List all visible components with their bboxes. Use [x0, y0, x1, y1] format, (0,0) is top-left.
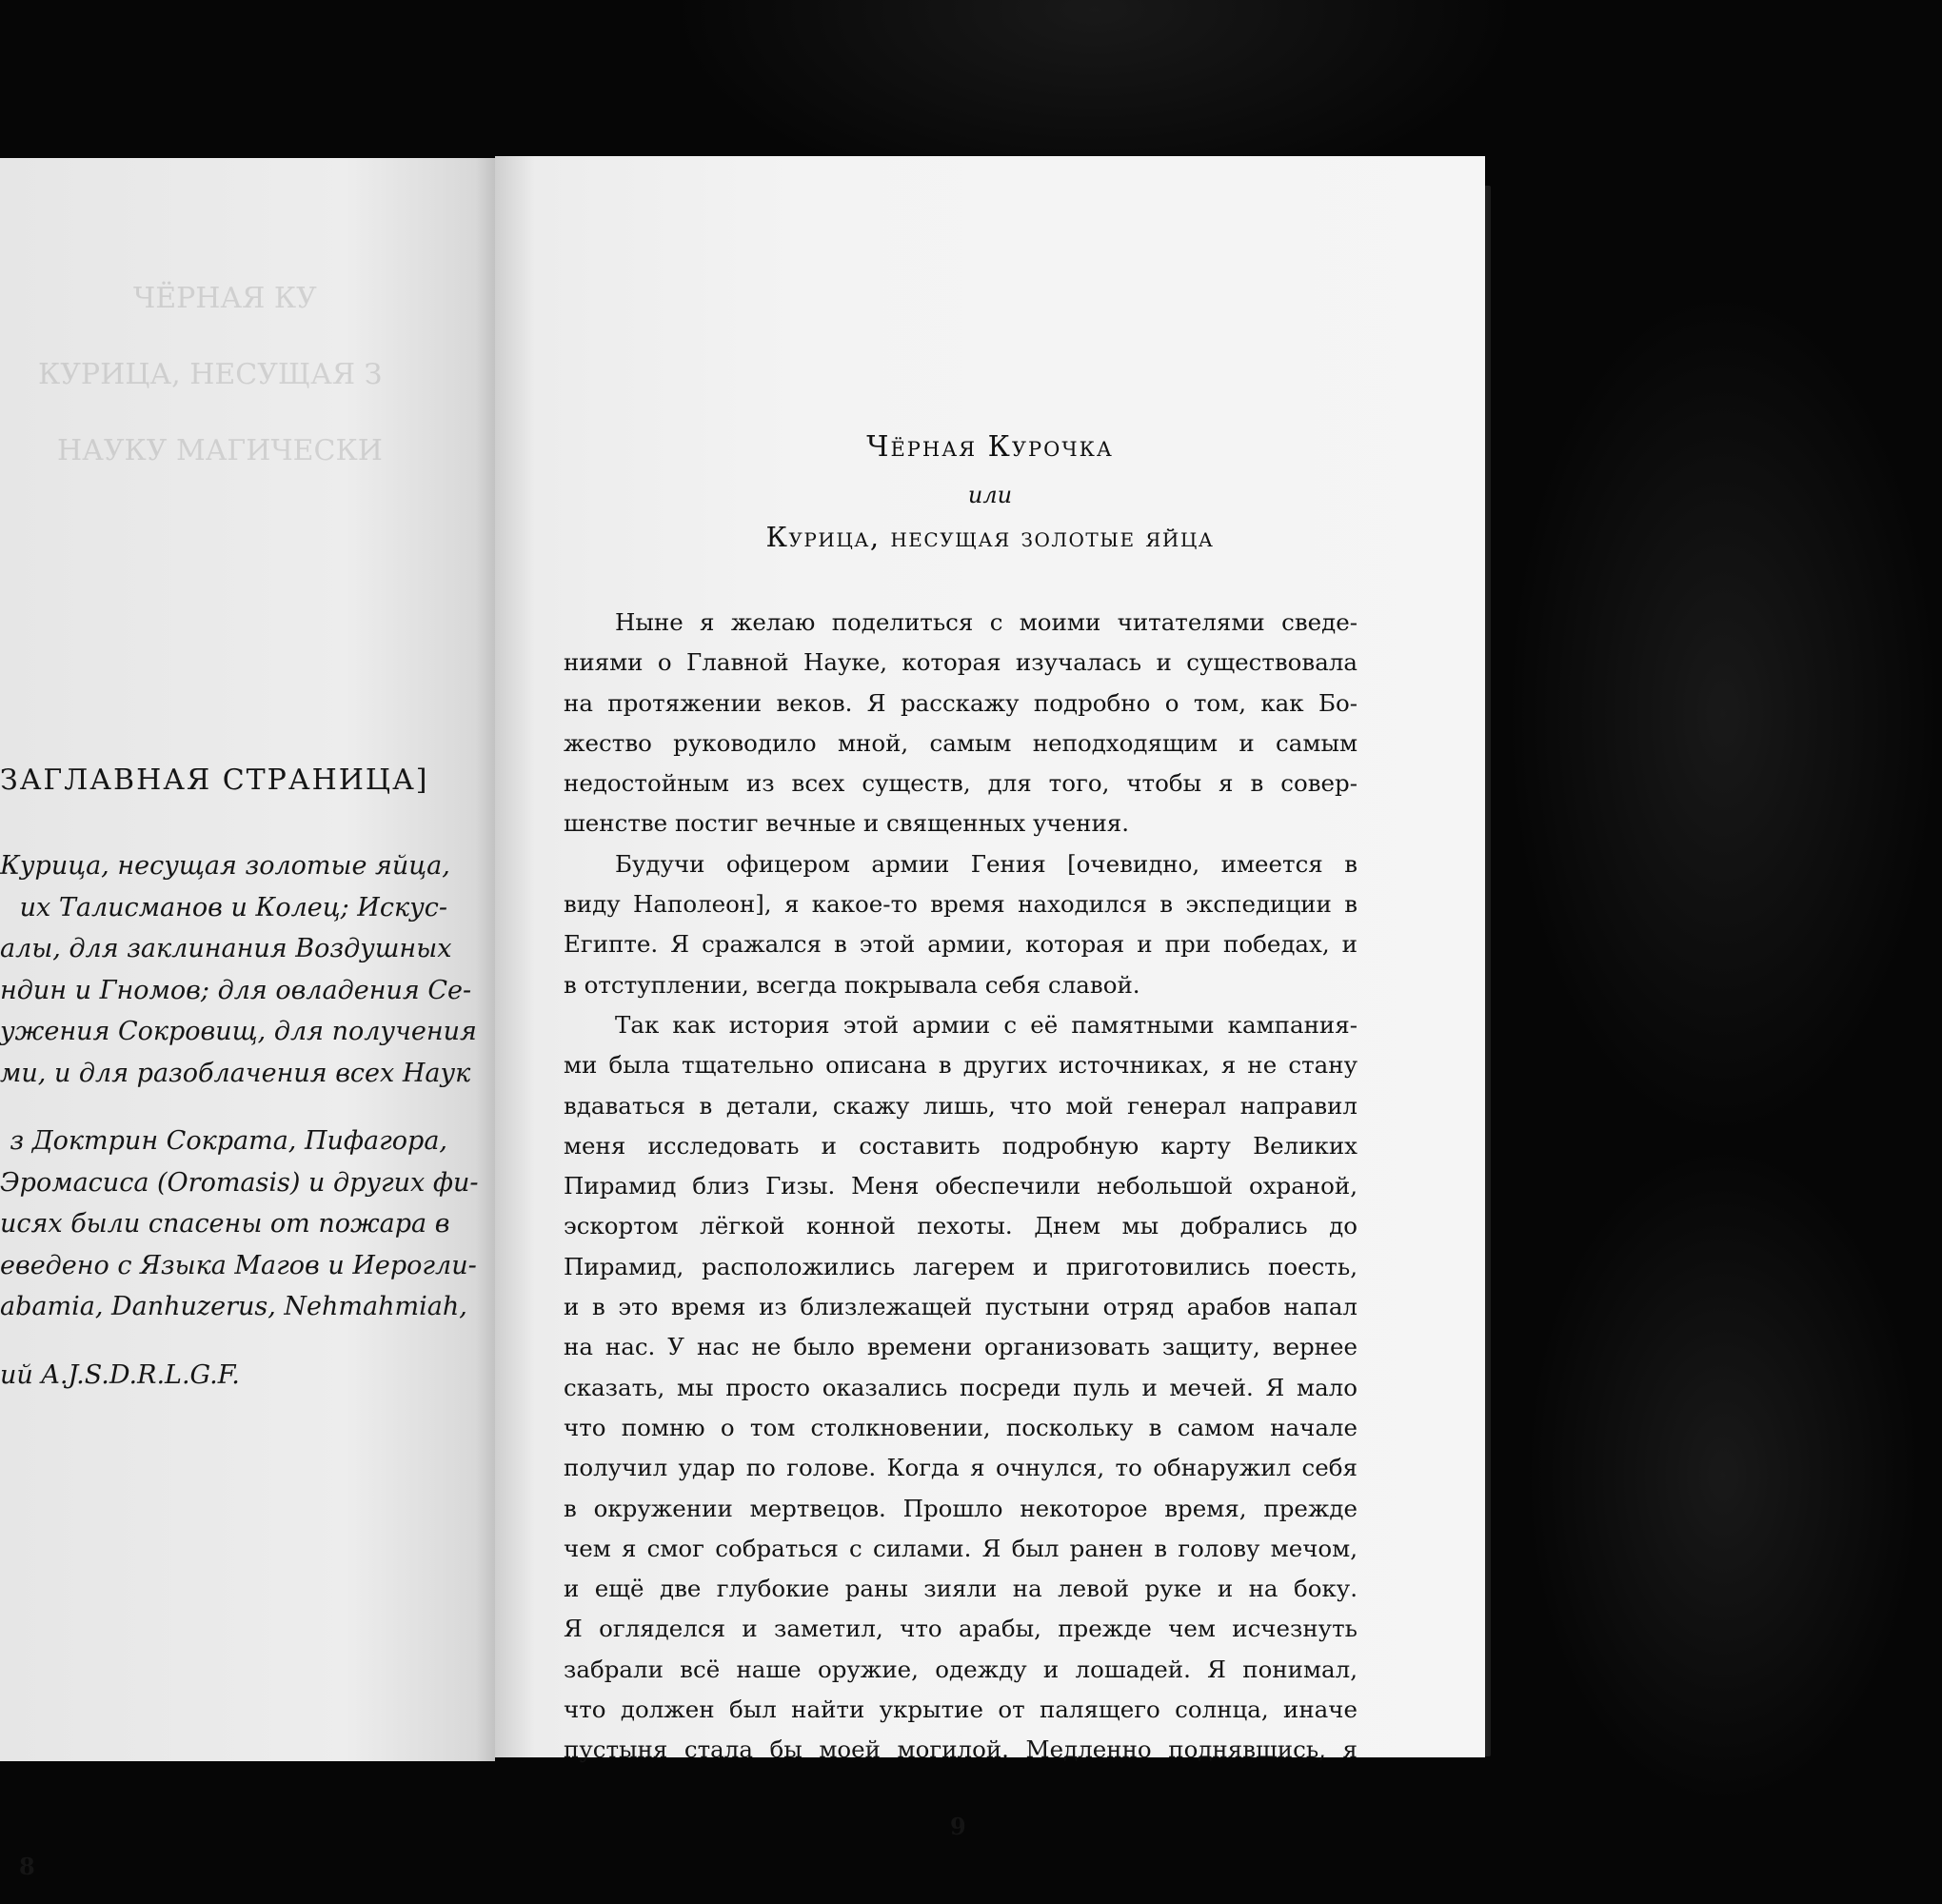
text-line: abamia, Danhuzerus, Nehmahmiah, [0, 1292, 467, 1321]
text-line: забрали всё наше оружие, одежду и лошадей. Я понимал, [564, 1655, 1357, 1683]
left-page [0, 158, 495, 1880]
text-line: исях были спасены от пожара в [0, 1209, 450, 1239]
text-line: на нас. У нас не было времени организовать защиту, вернее [564, 1333, 1357, 1361]
show-through-text: КУРИЦА, НЕСУЩАЯ З [38, 358, 383, 391]
text-line: еведено с Языка Магов и Иерогли- [0, 1250, 477, 1280]
text-line: пустыня стала бы моей могилой. Медленно поднявшись, я [564, 1735, 1357, 1764]
text-line: Ныне я желаю поделиться с моими читателями сведе- [615, 608, 1357, 636]
show-through-text: ЧЁРНАЯ КУ [133, 282, 317, 315]
text-line: Так как история этой армии с её памятными кампания- [615, 1010, 1357, 1039]
text-line: их Талисманов и Колец; Искус- [19, 892, 447, 922]
text-line: алы, для заклинания Воздушных [0, 934, 452, 963]
text-line: жество руководило мной, самым неподходящим и самым [564, 728, 1357, 757]
text-line: ндин и Гномов; для овладения Се- [0, 975, 472, 1005]
text-line: ми, и для разоблачения всех Наук [0, 1058, 471, 1088]
text-line: чем я смог собраться с силами. Я был ранен в голову мечом, [564, 1534, 1357, 1562]
right-page [495, 156, 1485, 1840]
text-line: на протяжении веков. Я расскажу подробно о том, как Бо- [564, 688, 1357, 717]
text-line: з Доктрин Сократа, Пифагора, [10, 1126, 447, 1156]
text-line: Эромасиса (Oromasis) и других фи- [0, 1167, 479, 1198]
text-line: недостойным из всех существ, для того, чтобы я в совер- [564, 769, 1357, 798]
background-cloth-fold [1523, 1142, 1923, 1809]
text-line: в окружении мертвецов. Прошло некоторое время, прежде [564, 1494, 1357, 1522]
text-line: Будучи офицером армии Гения [очевидно, имеется в [615, 849, 1357, 878]
show-through-text: НАУКУ МАГИЧЕСКИ [57, 434, 383, 467]
signature-line: ий A.J.S.D.R.L.G.F. [0, 1359, 240, 1390]
text-line: что должен был найти укрытие от палящего солнца, иначе [564, 1696, 1357, 1724]
text-line: Пирамид близ Гизы. Меня обеспечили небольшой охраной, [564, 1172, 1357, 1200]
text-line: эскортом лёгкой конной пехоты. Днем мы добрались до [564, 1212, 1357, 1240]
right-page-body [564, 603, 1357, 1771]
left-page-italic-text [0, 845, 479, 1396]
text-line: Пирамид, расположились лагерем и приготовились поесть, [564, 1252, 1357, 1280]
text-line: шенстве постиг вечные и священных учения. [564, 809, 1130, 838]
chapter-title: Чёрная Курочка [866, 430, 1114, 464]
text-line: что помню о том столкновении, поскольку в самом начале [564, 1413, 1357, 1441]
left-page-heading: ЗАГЛАВНАЯ СТРАНИЦА] [0, 764, 429, 797]
chapter-subtitle: Курица, несущая золотые яйца [765, 521, 1215, 553]
text-line: ми была тщательно описана в других источниках, я не стану [564, 1051, 1357, 1080]
text-line: Я огляделся и заметил, что арабы, прежде чем исчезнуть [564, 1615, 1357, 1643]
right-page-number: 9 [950, 1813, 966, 1840]
text-line: получил удар по голове. Когда я очнулся, то обнаружил себя [564, 1454, 1357, 1482]
background-cloth-fold [1504, 286, 1942, 1142]
text-line: меня исследовать и составить подробную карту Великих [564, 1131, 1357, 1160]
text-line: ужения Сокровищ, для получения [0, 1017, 477, 1046]
text-line: Египте. Я сражался в этой армии, которая и при победах, и [564, 930, 1357, 959]
text-line: Курица, несущая золотые яйца, [0, 851, 450, 881]
spacer [0, 1094, 447, 1121]
text-line: в отступлении, всегда покрывала себя славой. [564, 970, 1140, 999]
left-page-number: 8 [19, 1853, 35, 1880]
spacer [0, 1328, 447, 1355]
text-line: и ещё две глубокие раны зияли на левой руке и на боку. [564, 1575, 1357, 1603]
text-line: виду Наполеон], я какое-то время находился в экспедиции в [564, 890, 1357, 919]
text-line: вдаваться в детали, скажу лишь, что мой генерал направил [564, 1091, 1357, 1120]
text-line: сказать, мы просто оказались посреди пуль и мечей. Я мало [564, 1373, 1357, 1401]
title-connector: или [967, 482, 1013, 508]
text-line: ниями о Главной Науке, которая изучалась и существовала [564, 648, 1357, 677]
text-line: и в это время из близлежащей пустыни отряд арабов напал [564, 1293, 1357, 1321]
